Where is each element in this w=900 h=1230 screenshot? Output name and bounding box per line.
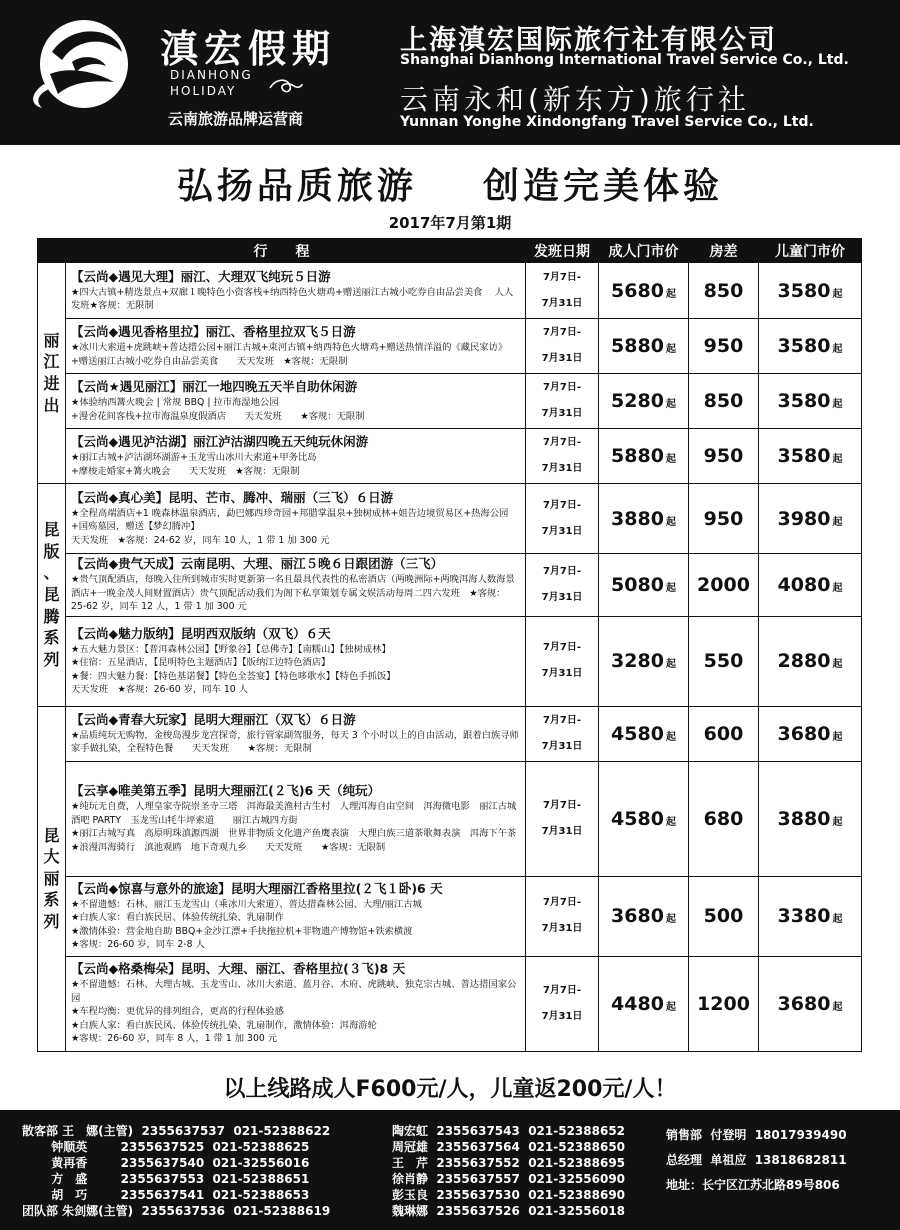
tour-title: 【云尚◆贵气天成】云南昆明、大理、丽江５晚６日跟团游（三飞） [71, 556, 444, 571]
date-start: 7月7日- [542, 984, 582, 996]
price-suffix: 起 [832, 288, 843, 300]
table-row [38, 319, 862, 374]
adult-price: 3280 [611, 650, 664, 672]
adult-price-cell [599, 956, 689, 1051]
child-price-cell [759, 761, 862, 876]
adult-price: 5080 [611, 573, 664, 596]
company2-name-en: Yunnan Yonghe Xindongfang Travel Service Co., Ltd. [400, 114, 814, 130]
room-supplement-cell [689, 319, 759, 374]
room-supplement-cell [689, 263, 759, 319]
departure-date-cell [526, 263, 599, 319]
room-supplement: 680 [703, 807, 744, 830]
room-supplement: 950 [703, 335, 744, 357]
room-supplement-cell [689, 876, 759, 956]
child-price: 3680 [777, 722, 831, 745]
child-price-cell [759, 263, 862, 319]
tour-description: ★四大古镇+精选景点+双廊１晚特色小资客栈+纳西特色火塘鸡+赠送丽江古城小吃券自由品尝美食 人人发班★客规：无限制 [71, 286, 514, 311]
child-price-cell [759, 429, 862, 484]
tour-title: 【云尚◆遇见大理】丽江、大理双飞纯玩５日游 [71, 268, 331, 284]
room-supplement: 950 [703, 445, 744, 467]
adult-price-cell [599, 319, 689, 374]
departure-date-cell [526, 374, 599, 429]
contact-row: 散客部 王 娜(主管) 2355637537 021-52388622 [22, 1124, 331, 1138]
room-supplement: 850 [703, 279, 744, 302]
room-supplement-cell [689, 554, 759, 617]
date-end: 7月31日 [541, 353, 583, 364]
price-suffix: 起 [665, 344, 676, 355]
price-suffix: 起 [665, 582, 676, 594]
region-label [38, 706, 66, 1051]
region-label [38, 263, 66, 484]
itinerary-cell [66, 956, 526, 1051]
contact-row: 彭玉良 2355637530 021-52388690 [392, 1188, 626, 1202]
itinerary-cell [66, 616, 526, 706]
header-adult-price: 成人门市价 [599, 239, 689, 263]
departure-date-cell [526, 554, 599, 617]
departure-date-cell [526, 319, 599, 374]
brand-name-en-line2: HOLIDAY [170, 84, 237, 98]
child-price-cell [759, 956, 862, 1051]
contact-row: 总经理 单祖应 13818682811 [666, 1153, 847, 1167]
price-suffix: 起 [665, 1001, 676, 1013]
child-price-cell [759, 616, 862, 706]
child-price: 3580 [777, 445, 831, 467]
brand-name-cn: 滇宏假期 [160, 26, 337, 71]
room-supplement: 550 [703, 650, 744, 672]
date-end: 7月31日 [541, 525, 583, 537]
adult-price: 4580 [611, 722, 664, 745]
price-suffix: 起 [665, 816, 676, 828]
adult-price: 4580 [611, 807, 664, 830]
price-suffix: 起 [665, 454, 676, 465]
contact-row: 钟顺英 2355637525 021-52388625 [22, 1140, 310, 1154]
itinerary-cell [66, 761, 526, 876]
issue-label: 2017年7月第1期 [388, 214, 512, 232]
tour-description: ★五大魅力景区：【普洱森林公园】【野象谷】【总佛寺】【南糯山】【独树成林】 ★住宿：五星酒店，【昆明特色主题酒店】【版纳江边特色酒店】 ★餐：四大魅力餐：【特色基诺餐】【特色全荟宴】【特色哆歌水】【特色手抓饭】 天天发班 ★客规：26-60 岁，同车 10 人 [71, 643, 396, 695]
date-start: 7月7日- [542, 642, 582, 653]
date-end: 7月31日 [541, 740, 583, 752]
date-end: 7月31日 [541, 825, 583, 837]
child-price: 4080 [777, 573, 831, 596]
contact-row: 方 盛 2355637553 021-52388651 [22, 1172, 310, 1186]
price-suffix: 起 [832, 731, 843, 743]
date-start: 7月7日- [542, 382, 582, 393]
table-row [38, 263, 862, 319]
itinerary-cell [66, 374, 526, 429]
itinerary-cell [66, 429, 526, 484]
price-suffix: 起 [832, 454, 843, 465]
tour-title: 【云尚◆惊喜与意外的旅途】昆明大理丽江香格里拉(２飞１卧)6 天 [71, 880, 443, 896]
date-start: 7月7日- [542, 714, 582, 726]
child-price: 3880 [777, 807, 831, 830]
child-price: 3680 [777, 992, 831, 1015]
room-supplement-cell [689, 374, 759, 429]
itinerary-cell [66, 554, 526, 617]
contact-row: 黄再香 2355637540 021-32556016 [22, 1156, 310, 1170]
contact-row: 陶宏虹 2355637543 021-52388652 [392, 1124, 626, 1138]
swirl-icon [268, 76, 304, 96]
price-suffix: 起 [665, 399, 676, 410]
child-price: 3380 [777, 905, 831, 927]
date-start: 7月7日- [542, 327, 582, 338]
region-label-text: 丽 江 进 出 [43, 330, 60, 415]
date-end: 7月31日 [541, 591, 583, 603]
region-label [38, 484, 66, 707]
adult-price: 5680 [611, 279, 664, 302]
adult-price-cell [599, 374, 689, 429]
tour-title: 【云尚◆魅力版纳】昆明西双版纳（双飞）６天 [71, 625, 331, 641]
header-departure-date: 发班日期 [526, 239, 599, 263]
itinerary-cell [66, 876, 526, 956]
child-price: 3980 [777, 507, 831, 530]
contact-footer [0, 1110, 900, 1230]
date-start: 7月7日- [542, 565, 582, 577]
room-supplement-cell [689, 761, 759, 876]
table-header-row [38, 239, 862, 263]
tour-description: ★全程高端酒店+1 晚森林温泉酒店，勐巴娜西珍奇园+邦腊掌温泉+独树成林+姐告边境贸易区+热海公园+国殇墓园，赠送【梦幻腾冲】 天天发班 ★客规：24-62 岁，同车 10 人，1 带 1 加 300 元 [71, 507, 509, 546]
adult-price-cell [599, 484, 689, 554]
contact-row: 王 芹 2355637552 021-52388695 [392, 1156, 626, 1170]
tour-description: ★丽江古城+泸沽湖环湖游+玉龙雪山冰川大索道+甲务比岛 +摩梭走婚家+篝火晚会 天天发班 ★客规：无限制 [71, 452, 317, 477]
price-suffix: 起 [832, 516, 843, 528]
price-suffix: 起 [832, 344, 843, 355]
date-start: 7月7日- [542, 799, 582, 811]
contact-row: 团队部 朱剑娜(主管) 2355637536 021-52388619 [22, 1204, 331, 1218]
adult-price-cell [599, 554, 689, 617]
price-suffix: 起 [665, 731, 676, 743]
child-price: 3580 [777, 390, 831, 412]
tour-description: ★品质纯玩无购物，金梭岛漫步龙宫探奇，旅行管家副驾服务，每天 3 个小时以上的自由活动，跟着白族寻师家手做扎染，全程特色餐 天天发班 ★客规：无限制 [71, 729, 519, 754]
contact-row: 销售部 付登明 18017939490 [666, 1128, 847, 1142]
itinerary-cell [66, 484, 526, 554]
adult-price: 3680 [611, 905, 664, 927]
adult-price: 5280 [611, 390, 664, 412]
table-row [38, 429, 862, 484]
date-start: 7月7日- [542, 499, 582, 511]
price-suffix: 起 [665, 659, 676, 670]
price-suffix: 起 [665, 516, 676, 528]
table-row [38, 876, 862, 956]
header-itinerary: 行 程 [38, 239, 526, 263]
room-supplement-cell [689, 956, 759, 1051]
tour-description: ★体验纳西篝火晚会 | 常规 BBQ | 拉市海湿地公园 +漫舍花间客栈+拉市海温泉度假酒店 天天发班 ★客规：无限制 [71, 397, 365, 422]
room-supplement: 2000 [697, 573, 750, 596]
table-row [38, 374, 862, 429]
region-label-text: 昆 版 、 昆 腾 系 列 [43, 520, 60, 669]
tour-title: 【云尚◆格桑梅朵】昆明、大理、丽江、香格里拉(３飞)8 天 [71, 961, 406, 977]
table-row [38, 956, 862, 1051]
adult-price: 3880 [611, 507, 664, 530]
price-suffix: 起 [665, 914, 676, 925]
date-start: 7月7日- [542, 437, 582, 448]
company2-name-cn: 云南永和(新东方)旅行社 [400, 83, 750, 116]
table-row [38, 484, 862, 554]
departure-date-cell [526, 706, 599, 761]
child-price-cell [759, 554, 862, 617]
room-supplement-cell [689, 429, 759, 484]
tour-description: ★不留遗憾：石林、丽江玉龙雪山（乘冰川大索道）、普达措森林公园、大理/丽江古城 ★白族人家：看白族民居、体验传统扎染、乳扇制作 ★激情体验：营金地自助 BBQ+金沙江漂+手抉拖拉机+非物遗产博物馆+铁索横渡 ★客规：26-60 岁，同车 2-8 人 [71, 898, 422, 950]
child-price-cell [759, 319, 862, 374]
header [0, 0, 900, 145]
tour-title: 【云尚◆遇见香格里拉】丽江、香格里拉双飞５日游 [71, 324, 356, 339]
tour-title: 【云享◆唯美第五季】昆明大理丽江(２飞)6 天（纯玩） [71, 783, 381, 798]
departure-date-cell [526, 484, 599, 554]
company1-name-cn: 上海滇宏国际旅行社有限公司 [400, 25, 777, 56]
child-price-cell [759, 706, 862, 761]
tour-price-table [37, 238, 862, 1052]
room-supplement-cell [689, 616, 759, 706]
tour-title: 【云尚★遇见丽江】丽江一地四晚五天半自助休闲游 [71, 379, 358, 394]
child-price-cell [759, 374, 862, 429]
price-suffix: 起 [832, 914, 843, 925]
price-suffix: 起 [832, 816, 843, 828]
price-suffix: 起 [832, 582, 843, 594]
room-supplement: 950 [703, 507, 744, 530]
date-end: 7月31日 [541, 668, 583, 679]
table-row [38, 554, 862, 617]
child-price: 3580 [777, 335, 831, 357]
adult-price-cell [599, 706, 689, 761]
table-row [38, 706, 862, 761]
tour-description: ★不留遗憾：石林、大理古城、玉龙雪山、冰川大索道、蓝月谷、木府、虎跳峡、独克宗古城、普达措国家公园 ★车程均衡：更优异的排列组合，更高的行程体验感 ★白族人家：看白族民风、体验传统扎染、乳扇制作，激情体验：洱海游轮 ★客规：26-60 岁，同车 8 人，1 带 1 加 300 元 [71, 979, 517, 1045]
logo-mark-icon [22, 12, 152, 112]
price-suffix: 起 [665, 288, 676, 300]
adult-price-cell [599, 876, 689, 956]
contact-row: 周冠雄 2355637564 021-52388650 [392, 1140, 626, 1154]
brand-slogan: 云南旅游品牌运营商 [168, 110, 304, 128]
date-end: 7月31日 [541, 923, 583, 934]
table-row [38, 616, 862, 706]
date-end: 7月31日 [541, 1010, 583, 1022]
brand-name-en-line1: DIANHONG [170, 68, 253, 82]
header-child-price: 儿童门市价 [759, 239, 862, 263]
child-price: 2880 [777, 650, 831, 672]
contact-row: 地址：长宁区江苏北路89号806 [666, 1178, 840, 1192]
date-start: 7月7日- [542, 897, 582, 908]
header-room-supplement: 房差 [689, 239, 759, 263]
tour-description: ★纯玩无自费，人理皇家寺院崇圣寺三塔 洱海最美渔村古生村 人理洱海自由空间 洱海微电影 丽江古城酒吧 PARTY 玉龙雪山牦牛坪索道 丽江古城四方街 ★丽江古城写真 高原明珠滇源西湖 世界非物质文化遗产鱼鹰表演 大理白族三道茶歌舞表演 洱海下午茶 ★浪漫洱海骑行 滇池观鸥 地下奇观九乡 天天发班 ★客规：无限制 [71, 801, 517, 853]
adult-price: 5880 [611, 335, 664, 357]
room-supplement-cell [689, 484, 759, 554]
adult-price: 4480 [611, 992, 664, 1015]
company1-name-en: Shanghai Dianhong International Travel Service Co., Ltd. [400, 52, 849, 68]
adult-price-cell [599, 616, 689, 706]
departure-date-cell [526, 761, 599, 876]
tour-description: ★贵气顶配酒店，每晚入住所到城市实时更新第一名且最具代表性的私密酒店（两晚洲际+两晚洱海人数海景酒店+一晚金茂人间财置酒店）贵气顶配活动我们为阁下私享策划专属文娱活动每周二四六发班 ★客规：25-62 岁，同车 12 人，1 带 1 加 300 元 [71, 574, 515, 612]
price-suffix: 起 [832, 659, 843, 670]
itinerary-cell [66, 263, 526, 319]
contact-row: 徐肖静 2355637557 021-32556090 [392, 1172, 626, 1186]
tour-title: 【云尚◆青春大玩家】昆明大理丽江（双飞）６日游 [71, 711, 356, 727]
date-end: 7月31日 [541, 297, 583, 309]
adult-price-cell [599, 263, 689, 319]
main-slogan: 弘扬品质旅游 创造完美体验 [176, 166, 724, 207]
date-end: 7月31日 [541, 408, 583, 419]
child-price-cell [759, 876, 862, 956]
tour-title: 【云尚◆真心美】昆明、芒市、腾冲、瑞丽（三飞）６日游 [71, 489, 394, 505]
tour-description: ★冰川大索道+虎跳峡+普达措公园+丽江古城+束河古镇+纳西特色火塘鸡+赠送热情洋溢的《藏民家访》+赠送丽江古城小吃券自由品尝美食 天天发班 ★客规：无限制 [71, 342, 508, 367]
adult-price-cell [599, 429, 689, 484]
footer-promo-note: 以上线路成人F600元/人，儿童返200元/人！ [223, 1077, 677, 1102]
departure-date-cell [526, 876, 599, 956]
adult-price: 5880 [611, 445, 664, 467]
itinerary-cell [66, 706, 526, 761]
date-start: 7月7日- [542, 271, 582, 283]
departure-date-cell [526, 429, 599, 484]
departure-date-cell [526, 616, 599, 706]
date-end: 7月31日 [541, 463, 583, 474]
room-supplement: 600 [703, 722, 744, 745]
departure-date-cell [526, 956, 599, 1051]
room-supplement: 500 [703, 905, 744, 927]
adult-price-cell [599, 761, 689, 876]
region-label-text: 昆 大 丽 系 列 [43, 825, 60, 931]
room-supplement-cell [689, 706, 759, 761]
room-supplement: 1200 [697, 992, 750, 1015]
tour-table-body [38, 263, 862, 1052]
tour-title: 【云尚◆遇见泸沽湖】丽江泸沽湖四晚五天纯玩休闲游 [71, 434, 369, 449]
price-suffix: 起 [832, 1001, 843, 1013]
child-price: 3580 [777, 279, 831, 302]
table-row [38, 761, 862, 876]
room-supplement: 850 [703, 390, 744, 412]
child-price-cell [759, 484, 862, 554]
price-suffix: 起 [832, 399, 843, 410]
itinerary-cell [66, 319, 526, 374]
contact-row: 魏琳娜 2355637526 021-32556018 [392, 1204, 626, 1218]
contact-row: 胡 巧 2355637541 021-52388653 [22, 1188, 310, 1202]
